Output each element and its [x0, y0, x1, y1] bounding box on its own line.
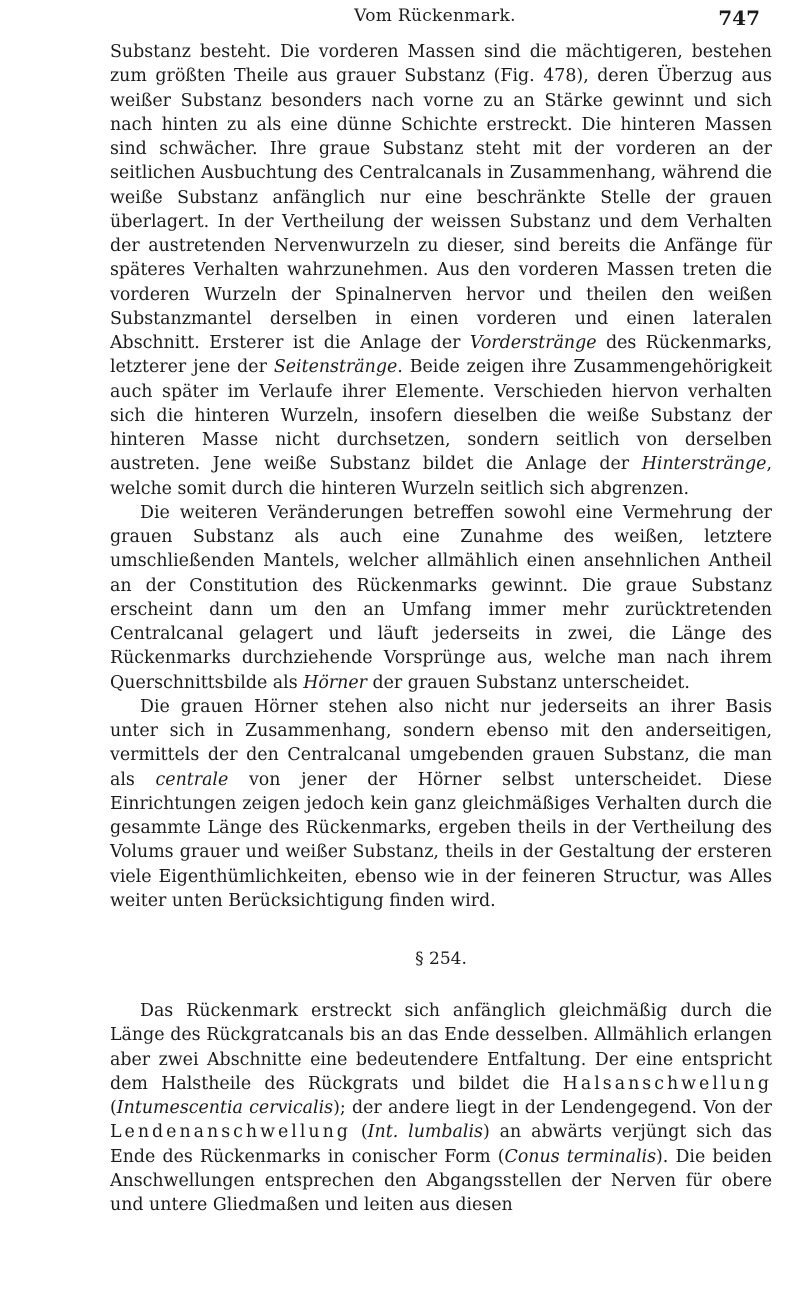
- text-run: Das Rückenmark erstreckt sich anfänglich gleichmäßig durch die Länge des Rückgratcanals bis an das Ende desselben. Allmählich erlangen aber zwei Abschnitte eine bedeutendere Entfaltung. Der eine entspricht dem Halstheile des Rückgrats und bildet die: [110, 1001, 772, 1094]
- text-run: des Rückenmarks, letzterer jene der: [110, 333, 772, 378]
- text-run: (: [350, 1122, 368, 1143]
- text-run: von jener der Hörner selbst unterscheidet. Diese Einrichtungen zeigen jedoch kein ganz gleichmäßiges Verhalten durch die gesammte Länge des Rückenmarks, ergeben theils in der Vertheilung des Volums grauer und weißer Substanz, theils in der Gestaltung der ersteren viele Eigenthümlichkeiten, ebenso wie in der feineren Structur, was Alles weiter unten Berücksichtigung finden wird.: [110, 769, 772, 911]
- paragraph-4: [110, 999, 772, 1217]
- text-run: (: [110, 1098, 117, 1118]
- paragraph-1: [110, 40, 772, 501]
- term-seitenstraenge: Seitenstränge: [273, 357, 398, 378]
- page-number: 747: [718, 6, 760, 30]
- term-halsanschwellung: Halsanschwellung: [562, 1073, 772, 1094]
- term-hinterstraenge: Hinterstränge: [641, 454, 767, 475]
- term-vorderstraenge: Vorderstränge: [469, 333, 597, 353]
- text-run: . Beide zeigen ihre Zusammengehörigkeit auch später im Verlaufe ihrer Elemente. Verschieden hiervon verhalten sich die hinteren Wurzeln, insofern dieselben die weiße Substanz der hinteren Masse nicht durchsetzen, sondern seitlich von derselben austreten. Jene weiße Substanz bildet die Anlage der: [110, 357, 772, 475]
- page-header: [110, 6, 760, 32]
- term-int-lumbalis: Int. lumbalis: [367, 1122, 483, 1143]
- text-run: , welche somit durch die hinteren Wurzeln seitlich sich abgrenzen.: [110, 454, 772, 499]
- term-conus-terminalis: Conus terminalis: [504, 1146, 657, 1167]
- term-intumescentia-cervicalis: Intumescentia cervicalis: [116, 1098, 334, 1118]
- page-body: [110, 40, 772, 1217]
- term-centrale: centrale: [155, 769, 229, 790]
- section-heading: § 254.: [415, 949, 467, 969]
- text-run: ). Die beiden Anschwellungen entsprechen den Abgangsstellen der Nerven für obere und untere Gliedmaßen und leiten aus diesen: [110, 1146, 772, 1215]
- running-title: Vom Rückenmark.: [354, 6, 516, 26]
- text-run: der grauen Substanz unterscheidet.: [366, 672, 690, 693]
- text-run: ) an abwärts verjüngt sich das Ende des Rückenmarks in conischer Form (: [110, 1122, 772, 1167]
- text-run: Die grauen Hörner stehen also nicht nur jederseits an ihrer Basis unter sich in Zusammenhang, sondern ebenso mit den anderseitigen, vermittels der den Centralcanal umgebenden grauen Substanz, die man als: [110, 696, 772, 790]
- text-run: Substanz besteht. Die vorderen Massen sind die mächtigeren, bestehen zum größten Theile aus grauer Substanz (Fig. 478), deren Überzug aus weißer Substanz besonders nach vorne zu an Stärke gewinnt und sich nach hinten zu als eine dünne Schichte erstreckt. Die hinteren Massen sind schwächer. Ihre graue Substanz steht mit der vorderen an der seitlichen Ausbuchtung des Centralcanals in Zusammenhang, während die weiße Substanz anfänglich nur eine beschränkte Stelle der grauen überlagert. In der Vertheilung der weissen Substanz und dem Verhalten der austretenden Nervenwurzeln zu dieser, sind bereits die Anfänge für späteres Verhalten wahrzunehmen. Aus den vorderen Massen treten die vorderen Wurzeln der Spinalnerven hervor und theilen den weißen Substanzmantel derselben in einen vorderen und einen lateralen Abschnitt. Ersterer ist die Anlage der: [110, 42, 772, 353]
- term-hoerner: Hörner: [303, 672, 367, 693]
- paragraph-3: [110, 695, 772, 913]
- term-lendenanschwellung: Lendenanschwellung: [110, 1122, 351, 1143]
- text-run: Die weiteren Veränderungen betreffen sowohl eine Vermehrung der grauen Substanz als auch eine Zunahme des weißen, letztere umschließenden Mantels, welcher allmählich einen ansehnlichen Antheil an der Constitution des Rückenmarks gewinnt. Die graue Substanz erscheint dann um den an Umfang immer mehr zurücktretenden Centralcanal gelagert und läuft jederseits in zwei, die Länge des Rückenmarks durchziehende Vorsprünge aus, welche man nach ihrem Querschnittsbilde als: [110, 502, 772, 693]
- text-run: ); der andere liegt in der Lendengegend. Von der: [333, 1098, 772, 1118]
- paragraph-2: [110, 501, 772, 695]
